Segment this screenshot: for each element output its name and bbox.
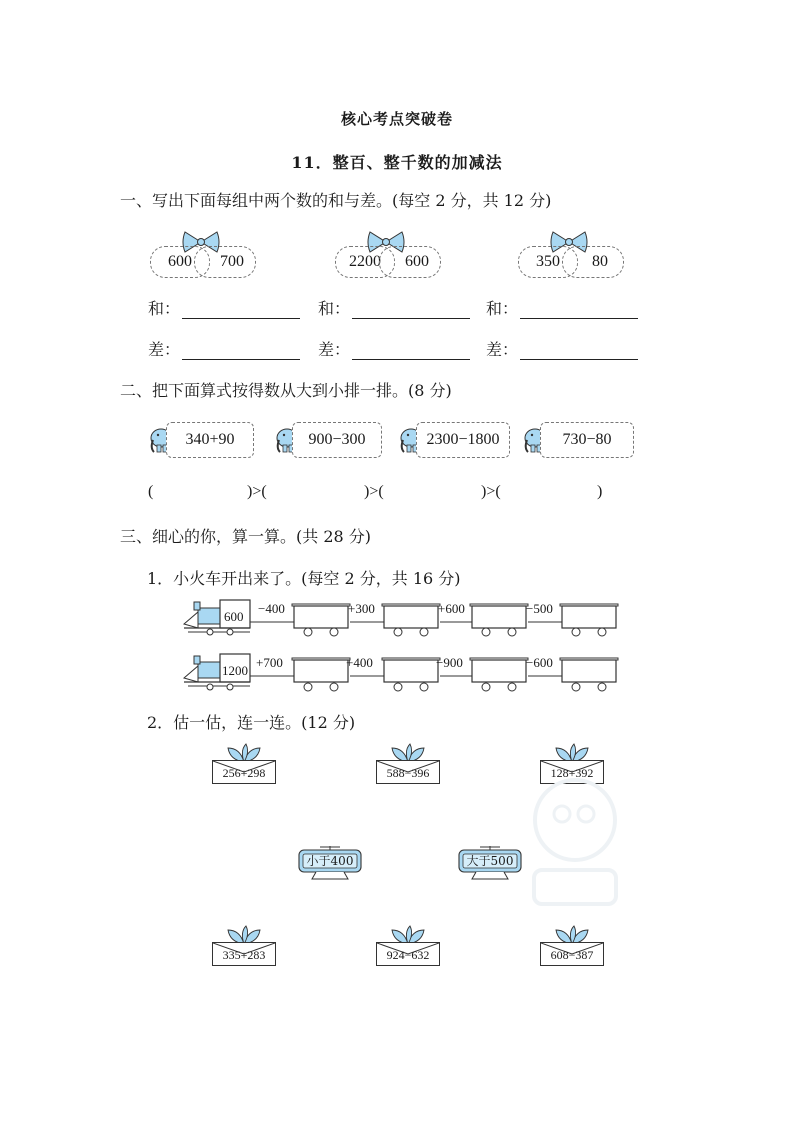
order-close-paren: ) bbox=[597, 483, 603, 500]
number-pair-1 bbox=[150, 232, 260, 282]
answer-blank[interactable] bbox=[352, 300, 470, 319]
page-subtitle: 11．整百、整千数的加减法 bbox=[291, 153, 503, 172]
train-operation: −600 bbox=[526, 655, 553, 670]
answer-row-diff-3 bbox=[486, 337, 638, 360]
page-title: 核心考点突破卷 bbox=[340, 110, 453, 128]
order-gt-1: )>( bbox=[247, 483, 267, 500]
train-answer-box[interactable] bbox=[296, 662, 346, 680]
train-answer-box[interactable] bbox=[474, 608, 524, 626]
answer-row-sum-1 bbox=[148, 296, 300, 319]
answer-row-diff-2 bbox=[318, 337, 470, 360]
scale-greater-than-500[interactable] bbox=[458, 846, 522, 882]
expression-text: 340+90 bbox=[166, 422, 254, 458]
diff-label: 差： bbox=[148, 340, 181, 359]
sum-label: 和： bbox=[318, 299, 351, 318]
train-operation: −500 bbox=[526, 601, 553, 616]
envelope-expression: 588−396 bbox=[376, 760, 440, 784]
estimate-card-top-1[interactable] bbox=[212, 742, 276, 784]
train-answer-box[interactable] bbox=[386, 662, 436, 680]
answer-blank[interactable] bbox=[182, 300, 300, 319]
diff-label: 差： bbox=[318, 340, 351, 359]
answer-blank[interactable] bbox=[520, 300, 638, 319]
train-operation: −400 bbox=[258, 601, 285, 616]
estimate-card-bottom-2[interactable] bbox=[376, 924, 440, 966]
train-operation: +400 bbox=[346, 655, 373, 670]
sum-label: 和： bbox=[486, 299, 519, 318]
answer-blank[interactable] bbox=[182, 341, 300, 360]
scale-label: 小于400 bbox=[306, 854, 354, 868]
order-blank-2[interactable] bbox=[276, 485, 364, 503]
order-blank-4[interactable] bbox=[510, 485, 596, 503]
train-operation: +700 bbox=[256, 655, 283, 670]
train-answer-box[interactable] bbox=[564, 608, 614, 626]
number-pair-2 bbox=[335, 232, 445, 282]
envelope-expression: 608−387 bbox=[540, 942, 604, 966]
envelope-expression: 128+392 bbox=[540, 760, 604, 784]
train-start-value: 1200 bbox=[222, 663, 248, 678]
train-answer-box[interactable] bbox=[296, 608, 346, 626]
train-operation: −900 bbox=[436, 655, 463, 670]
order-blank-1[interactable] bbox=[158, 485, 246, 503]
answer-row-sum-2 bbox=[318, 296, 470, 319]
order-gt-2: )>( bbox=[364, 483, 384, 500]
train-answer-box[interactable] bbox=[474, 662, 524, 680]
train-operation: +600 bbox=[438, 601, 465, 616]
pair-number-a: 2200 bbox=[335, 246, 395, 278]
scale-label: 大于500 bbox=[466, 854, 514, 868]
part2-heading: 二、把下面算式按得数从大到小排一排。(8 分) bbox=[120, 381, 452, 400]
expression-card-4 bbox=[522, 422, 634, 456]
order-open-paren: ( bbox=[148, 483, 154, 500]
part1-heading: 一、写出下面每组中两个数的和与差。(每空 2 分，共 12 分) bbox=[120, 191, 552, 210]
sum-label: 和： bbox=[148, 299, 181, 318]
estimate-card-bottom-3[interactable] bbox=[540, 924, 604, 966]
estimate-card-top-2[interactable] bbox=[376, 742, 440, 784]
q2-title: 2．估一估，连一连。(12 分) bbox=[147, 713, 356, 732]
expression-text: 730−80 bbox=[540, 422, 634, 458]
pair-number-a: 600 bbox=[150, 246, 210, 278]
envelope-expression: 256+298 bbox=[212, 760, 276, 784]
train-answer-box[interactable] bbox=[386, 608, 436, 626]
pair-number-b: 700 bbox=[194, 246, 256, 278]
estimate-card-bottom-1[interactable] bbox=[212, 924, 276, 966]
diff-label: 差： bbox=[486, 340, 519, 359]
expression-card-2 bbox=[274, 422, 382, 456]
expression-text: 2300−1800 bbox=[416, 422, 510, 458]
q1-title: 1．小火车开出来了。(每空 2 分，共 16 分) bbox=[147, 569, 461, 588]
answer-blank[interactable] bbox=[520, 341, 638, 360]
envelope-expression: 335+283 bbox=[212, 942, 276, 966]
expression-text: 900−300 bbox=[292, 422, 382, 458]
answer-row-diff-1 bbox=[148, 337, 300, 360]
number-pair-3 bbox=[518, 232, 628, 282]
pair-number-b: 80 bbox=[562, 246, 624, 278]
part3-heading: 三、细心的你，算一算。(共 28 分) bbox=[120, 527, 372, 546]
order-blank-3[interactable] bbox=[394, 485, 482, 503]
train-answer-box[interactable] bbox=[564, 662, 614, 680]
answer-row-sum-3 bbox=[486, 296, 638, 319]
envelope-expression: 924−632 bbox=[376, 942, 440, 966]
watermark-logo bbox=[520, 770, 630, 910]
expression-card-3 bbox=[398, 422, 510, 456]
train-start-value: 600 bbox=[224, 609, 244, 624]
expression-card-1 bbox=[148, 422, 254, 456]
pair-number-b: 600 bbox=[379, 246, 441, 278]
order-gt-3: )>( bbox=[481, 483, 501, 500]
pair-number-a: 350 bbox=[518, 246, 578, 278]
scale-less-than-400[interactable] bbox=[298, 846, 362, 882]
train-operation: +300 bbox=[348, 601, 375, 616]
answer-blank[interactable] bbox=[352, 341, 470, 360]
